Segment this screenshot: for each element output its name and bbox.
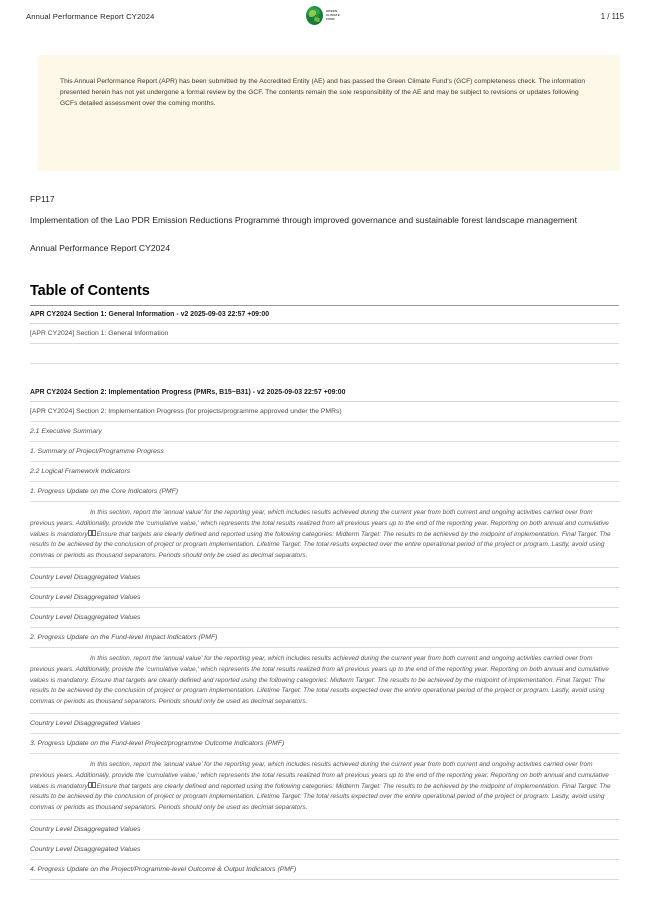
toc-entry-country-values-4[interactable]: Country Level Disaggregated Values bbox=[30, 714, 619, 734]
toc-guidance-paragraph-3 bbox=[30, 754, 619, 820]
disclaimer-region bbox=[0, 34, 646, 171]
toc-entry-section-1[interactable]: [APR CY2024] Section 1: General Information bbox=[30, 324, 619, 344]
green-climate-fund-logo bbox=[306, 6, 340, 25]
disclaimer-box bbox=[38, 55, 620, 171]
toc-guidance-paragraph-1 bbox=[30, 502, 619, 568]
toc-entry-country-values-1[interactable]: Country Level Disaggregated Values bbox=[30, 568, 619, 588]
toc-heading: Table of Contents bbox=[30, 283, 150, 300]
toc-entry-2-2-2[interactable]: 2. Progress Update on the Fund-level Impact Indicators (PMF) bbox=[30, 628, 619, 648]
logo-line-2: CLIMATE bbox=[325, 12, 341, 17]
toc-list bbox=[30, 306, 619, 880]
disclaimer-text: This Annual Performance Report (APR) has been submitted by the Accredited Entity (AE) and has passed the Green Climate Fund's (GCF) completeness check. The information presented herein has not yet undergone a formal review by the GCF. The contents remain the sole responsibility of the AE and may be subject to revisions or updates following GCFs detailed assessment over the coming months. bbox=[60, 78, 586, 108]
guidance-text-part-2: Ensure that targets are clearly defined and reported using the following categories: Midterm Target: The results to be achieved by the midpoint of implementation. Final Target: The results to be achieved by the conclusion of project or program implementation. Lifetime Target: The total results expected over the entire operational period of the project or program. Lastly, avoid using commas or periods as thousand separators. Periods should only be used as decimal separators. bbox=[30, 530, 611, 559]
table-of-contents bbox=[0, 255, 646, 880]
title-block bbox=[0, 171, 646, 255]
guidance-text-part-1: In this section, report the 'annual value' for the reporting year, which includes results achieved during the current year from both current and ongoing activities carried over from previous years. Additionally, provide the 'cumulative value,' which represents the total results realized from all previous years up to the end of the reporting year. Reporting on both annual and cumulative values is mandatory bbox=[30, 509, 609, 538]
globe-icon bbox=[306, 6, 323, 25]
toc-entry-2-2-1[interactable]: 1. Progress Update on the Core Indicators (PMF) bbox=[30, 482, 619, 502]
toc-section-heading-1: APR CY2024 Section 1: General Information - v2 2025-09-03 22:57 +09:00 bbox=[30, 306, 619, 324]
header-document-title: Annual Performance Report CY2024 bbox=[26, 12, 155, 21]
project-title: Implementation of the Lao PDR Emission Reductions Programme through improved governance and sustainable forest landscape management bbox=[30, 215, 577, 225]
toc-entry-country-values-2[interactable]: Country Level Disaggregated Values bbox=[30, 588, 619, 608]
guidance-text-plain: In this section, report the 'annual value' for the reporting year, which includes results achieved during the current year from both current and ongoing activities carried over from previous years. Additionally, provide the 'cumulative value,' which represents the total results realized from all previous years up to the end of the reporting year. Reporting on both annual and cumulative values is mandatory. Ensure that targets are clearly defined and reported using the following categories: Midterm Target: The results to be achieved by the midpoint of implementation. Final Target: The results to be achieved by the conclusion of project or program implementation. Lifetime Target: The total results expected over the entire operational period of the project or program. Lastly, avoid using commas or periods as thousand separators. Periods should only be used as decimal separators. bbox=[30, 655, 609, 705]
toc-entry-country-values-5[interactable]: Country Level Disaggregated Values bbox=[30, 820, 619, 840]
report-name: Annual Performance Report CY2024 bbox=[30, 243, 170, 254]
toc-entry-country-values-6[interactable]: Country Level Disaggregated Values bbox=[30, 840, 619, 860]
toc-entry-2-2-4[interactable]: 4. Progress Update on the Project/Programme-level Outcome & Output Indicators (PMF) bbox=[30, 860, 619, 880]
toc-entry-section-2[interactable]: [APR CY2024] Section 2: Implementation Progress (for projects/programme approved under the PMRs) bbox=[30, 402, 619, 422]
toc-guidance-paragraph-2 bbox=[30, 648, 619, 714]
funding-proposal-code: FP117 bbox=[30, 194, 55, 204]
toc-entry-2-1-1[interactable]: 1. Summary of Project/Programme Progress bbox=[30, 442, 619, 462]
toc-entry-country-values-3[interactable]: Country Level Disaggregated Values bbox=[30, 608, 619, 628]
guidance-text-part-2: Ensure that targets are clearly defined and reported using the following categories: Midterm Target: The results to be achieved by the midpoint of implementation. Final Target: The results to be achieved by the conclusion of project or program implementation. Lifetime Target: The total results expected over the entire operational period of the project or program. Lastly, avoid using commas or periods as thousand separators. Periods should only be used as decimal separators. bbox=[30, 782, 611, 811]
logo-line-3: FUND bbox=[325, 17, 335, 22]
toc-section-heading-2: APR CY2024 Section 2: Implementation Progress (PMRs, B15~B31) - v2 2025-09-03 22:57 +09:00 bbox=[30, 384, 619, 402]
logo-line-1: GREEN bbox=[325, 8, 338, 13]
toc-entry-2-2[interactable]: 2.2 Logical Framework Indicators bbox=[30, 462, 619, 482]
toc-entry-2-2-3[interactable]: 3. Progress Update on the Fund-level Project/programme Outcome Indicators (PMF) bbox=[30, 734, 619, 754]
toc-blank-row bbox=[30, 344, 619, 364]
page-header bbox=[0, 0, 646, 34]
toc-entry-2-1[interactable]: 2.1 Executive Summary bbox=[30, 422, 619, 442]
page-number-indicator: 1 / 115 bbox=[600, 12, 624, 21]
logo-wordmark bbox=[325, 10, 340, 22]
toc-spacer-row bbox=[30, 364, 619, 384]
guidance-text-part-1: In this section, report the 'annual value' for the reporting year, which includes results achieved during the current year from both current and ongoing activities carried over from previous years. Additionally, provide the 'cumulative value,' which represents the total results realized from all previous years up to the end of the reporting year. Reporting on both annual and cumulative values is mandatory bbox=[30, 761, 609, 790]
